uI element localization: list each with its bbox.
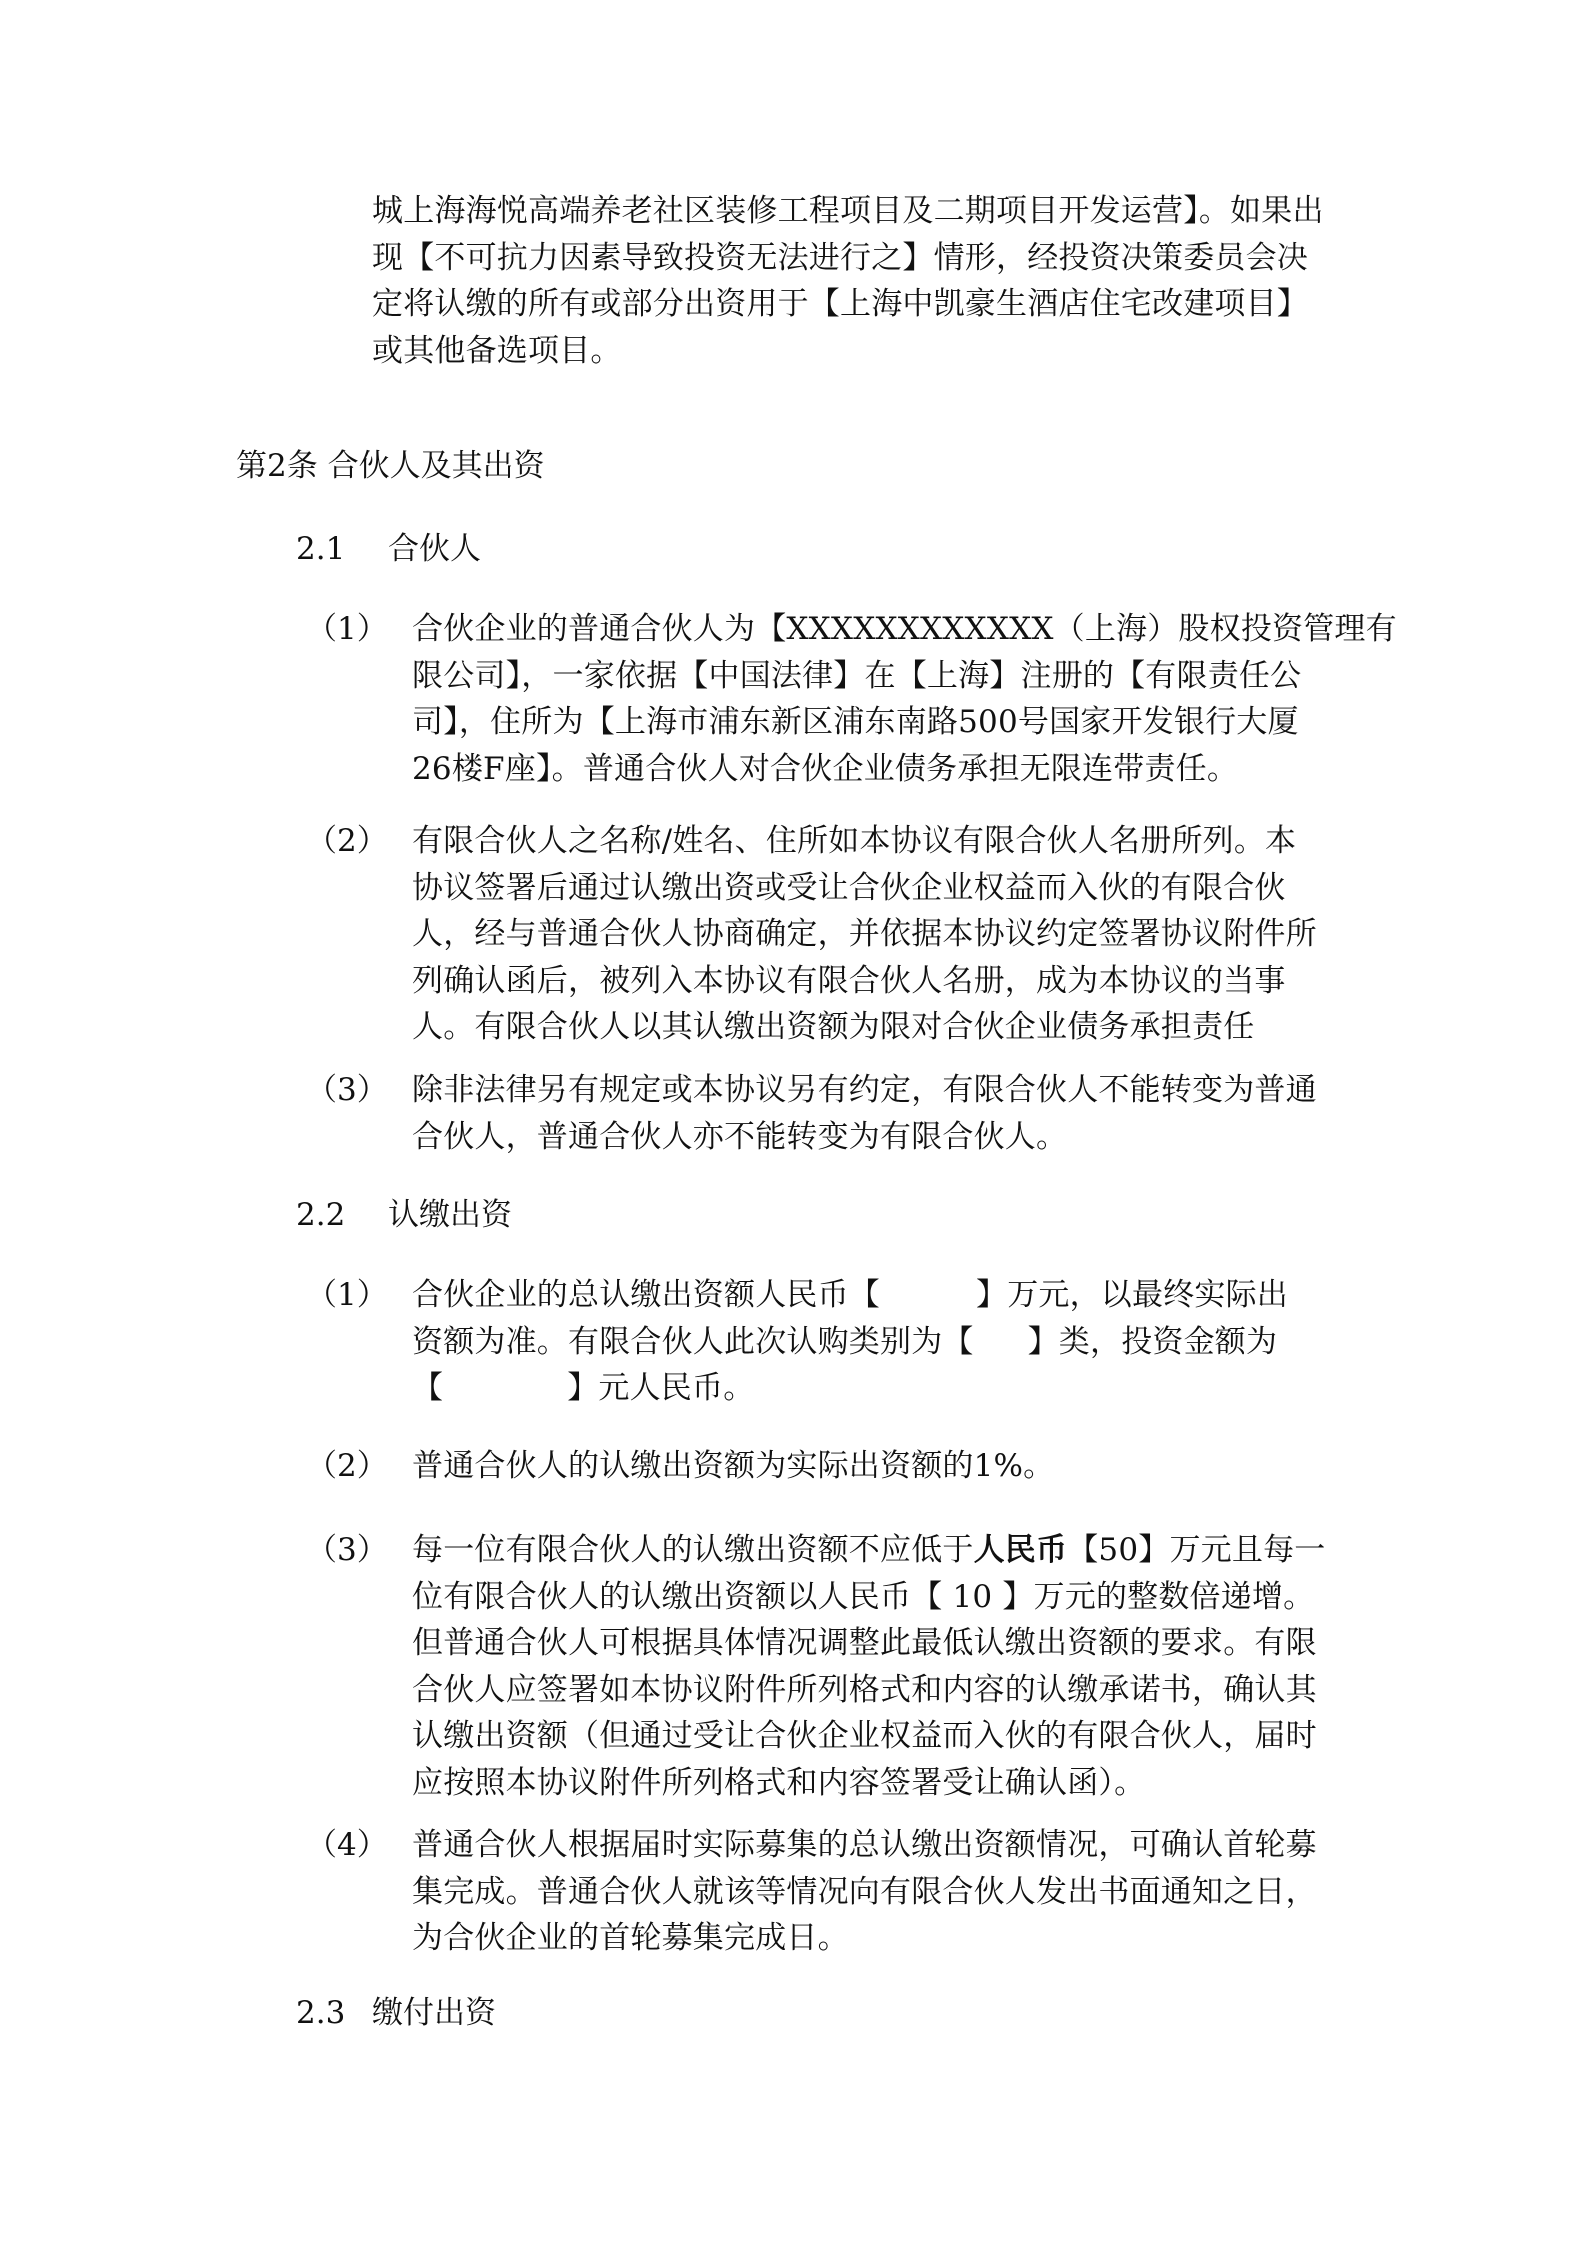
item-2-1-2-line: 人，经与普通合伙人协商确定，并依据本协议约定签署协议附件所 (412, 916, 1317, 952)
item-2-2-2-text (412, 1443, 1054, 1490)
section-2-3-title: 缴付出资 (372, 1995, 496, 2031)
item-2-2-1-text (412, 1272, 1288, 1412)
item-2-1-3-line: 合伙人，普通合伙人亦不能转变为有限合伙人。 (412, 1118, 1068, 1155)
item-2-1-2-text (412, 818, 1317, 1051)
min-amount-value: 【50】万元且每一 (1067, 1532, 1326, 1568)
article-2-heading: 第2条 合伙人及其出资 (236, 448, 545, 484)
item-2-2-1-line-3 (412, 1365, 1288, 1412)
investment-amount-open: 【 (412, 1370, 444, 1406)
item-2-2-1-number: （1） (306, 1277, 388, 1313)
item-2-1-1-text (412, 606, 1397, 792)
intro-line-1: 城上海海悦高端养老社区装修工程项目及二期项目开发运营】。如果出 (372, 193, 1324, 229)
item-2-2-3-line: 合伙人应签署如本协议附件所列格式和内容的认缴承诺书，确认其 (412, 1671, 1317, 1708)
section-2-2-title: 认缴出资 (388, 1197, 512, 1233)
item-2-2-1-line-1 (412, 1272, 1288, 1319)
item-2-2-3-line: 位有限合伙人的认缴出资额以人民币【 10 】万元的整数倍递增。 (412, 1578, 1315, 1615)
item-2-1-3-number: （3） (306, 1072, 388, 1108)
section-2-1-number: 2.1 (296, 531, 346, 567)
category-label: 资额为准。有限合伙人此次认购类别为【 (412, 1323, 974, 1360)
rmb-bold: 人民币 (973, 1532, 1068, 1568)
item-2-2-1-line-2 (412, 1319, 1288, 1366)
intro-paragraph (372, 188, 1324, 374)
item-2-1-2-line: 列确认函后，被列入本协议有限合伙人名册，成为本协议的当事 (412, 962, 1286, 999)
item-2-2-3-number: （3） (306, 1532, 388, 1568)
item-2-1-2-line: 人。有限合伙人以其认缴出资额为限对合伙企业债务承担责任 (412, 1009, 1255, 1045)
item-2-1-2-line: 有限合伙人之名称/姓名、住所如本协议有限合伙人名册所列。本 (412, 823, 1297, 859)
item-2-1-1-line: 26楼F座】。普通合伙人对合伙企业债务承担无限连带责任。 (412, 750, 1239, 787)
item-2-2-3-text (412, 1527, 1325, 1806)
item-2-1-1-line: 合伙企业的普通合伙人为【XXXXXXXXXXXX（上海）股权投资管理有 (412, 611, 1397, 647)
item-2-2-2-line: 普通合伙人的认缴出资额为实际出资额的1%。 (412, 1448, 1055, 1484)
item-2-1-1-number: （1） (306, 611, 388, 647)
item-2-1-1-line: 司】，住所为【上海市浦东新区浦东南路500号国家开发银行大厦 (412, 704, 1299, 740)
item-2-2-3-line: 认缴出资额（但通过受让合伙企业权益而入伙的有限合伙人，届时 (412, 1718, 1317, 1754)
item-2-1-2-number: （2） (306, 823, 388, 859)
intro-line-3: 定将认缴的所有或部分出资用于【上海中凯豪生酒店住宅改建项目】 (372, 286, 1308, 322)
section-2-1-title: 合伙人 (388, 531, 481, 567)
item-2-2-2-number: （2） (306, 1448, 388, 1484)
category-unit: 】类，投资金额为 (1027, 1323, 1278, 1360)
item-2-2-4-line: 为合伙企业的首轮募集完成日。 (412, 1920, 849, 1956)
section-2-2-number: 2.2 (296, 1197, 346, 1233)
item-2-1-3-text (412, 1067, 1317, 1160)
total-amount-unit: 】万元，以最终实际出 (976, 1277, 1288, 1313)
item-2-2-4-line: 普通合伙人根据届时实际募集的总认缴出资额情况，可确认首轮募 (412, 1827, 1317, 1863)
item-2-1-1-line: 限公司】，一家依据【中国法律】在【上海】注册的【有限责任公 (412, 657, 1302, 694)
intro-line-4: 或其他备选项目。 (372, 332, 622, 369)
item-2-2-4-number: （4） (306, 1827, 388, 1863)
min-amount-label: 每一位有限合伙人的认缴出资额不应低于 (412, 1532, 974, 1568)
item-2-2-3-line: 但普通合伙人可根据具体情况调整此最低认缴出资额的要求。有限 (412, 1625, 1317, 1661)
section-2-3-number: 2.3 (296, 1995, 346, 2031)
intro-line-2: 现【不可抗力因素导致投资无法进行之】情形，经投资决策委员会决 (372, 239, 1308, 276)
item-2-2-3-line: 应按照本协议附件所列格式和内容签署受让确认函）。 (412, 1764, 1146, 1801)
item-2-1-2-line: 协议签署后通过认缴出资或受让合伙企业权益而入伙的有限合伙 (412, 869, 1286, 906)
item-2-2-3-line-1 (412, 1527, 1325, 1574)
item-2-1-3-line: 除非法律另有规定或本协议另有约定，有限合伙人不能转变为普通 (412, 1072, 1317, 1108)
investment-amount-unit: 】元人民币。 (567, 1370, 755, 1406)
total-amount-label: 合伙企业的总认缴出资额人民币【 (412, 1277, 880, 1313)
item-2-2-4-line: 集完成。普通合伙人就该等情况向有限合伙人发出书面通知之日， (412, 1873, 1317, 1910)
item-2-2-4-text (412, 1822, 1317, 1962)
